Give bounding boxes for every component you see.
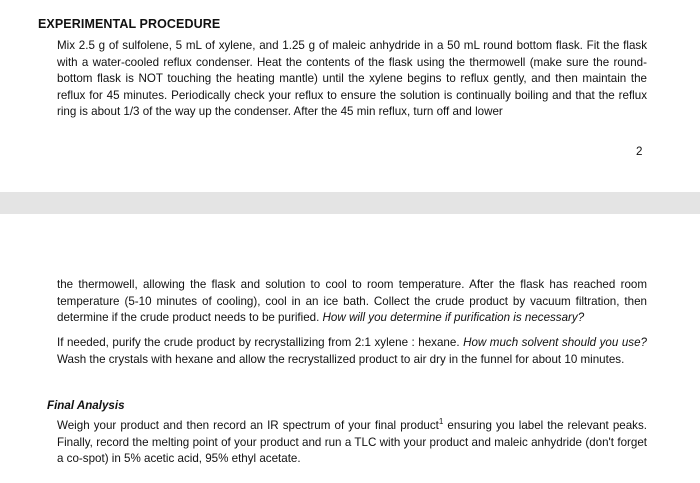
final-analysis-paragraph [57, 418, 647, 468]
procedure-paragraph-1: Mix 2.5 g of sulfolene, 5 mL of xylene, and 1.25 g of maleic anhydride in a 50 mL round bottom flask. Fit the flask with a water-cooled reflux condenser. Heat the contents of the flask using the thermowell (make sure the round-bottom flask is NOT touching the heating mantle) until the xylene begins to reflux gently, and then maintain the reflux for 45 minutes. Periodically check your reflux to ensure the solution is continually boiling and that the reflux ring is about 1/3 of the way up the condenser. After the 45 min reflux, turn off and lower [57, 39, 647, 119]
procedure-paragraph-2 [57, 277, 647, 327]
solvent-question: How much solvent should you use? [463, 336, 647, 349]
footnote-marker: 1 [438, 417, 444, 427]
document-page-2 [0, 214, 700, 483]
page-separator [0, 192, 700, 214]
paragraph-4-start: Weigh your product and then record an IR spectrum of your final product [57, 419, 439, 432]
final-analysis-heading: Final Analysis [47, 399, 125, 412]
document-page-1 [0, 0, 700, 192]
paragraph-4-end: ensuring you label the relevant peaks. Finally, record the melting point of your product and run a TLC with your product and maleic anhydride (don't forget a co-spot) in 5% acetic acid, 95% ethyl acetate. [57, 419, 647, 466]
paragraph-3-start: If needed, purify the crude product by recrystallizing from 2:1 xylene : hexane. [57, 336, 460, 349]
page-number: 2 [636, 145, 643, 158]
experimental-procedure-heading: EXPERIMENTAL PROCEDURE [38, 17, 221, 31]
purification-question: How will you determine if purification is necessary? [322, 311, 585, 325]
paragraph-3-end: Wash the crystals with hexane and allow the recrystallized product to air dry in the funnel for about 10 minutes. [57, 352, 625, 366]
paragraph-2-text: the thermowell, allowing the flask and solution to cool to room temperature. After the flask has reached room temperature (5-10 minutes of cooling), cool in an ice bath. Collect the crude product by vacuum filtration, then determine if the crude product needs to be purified. [57, 278, 647, 325]
procedure-paragraph-3 [57, 335, 647, 368]
